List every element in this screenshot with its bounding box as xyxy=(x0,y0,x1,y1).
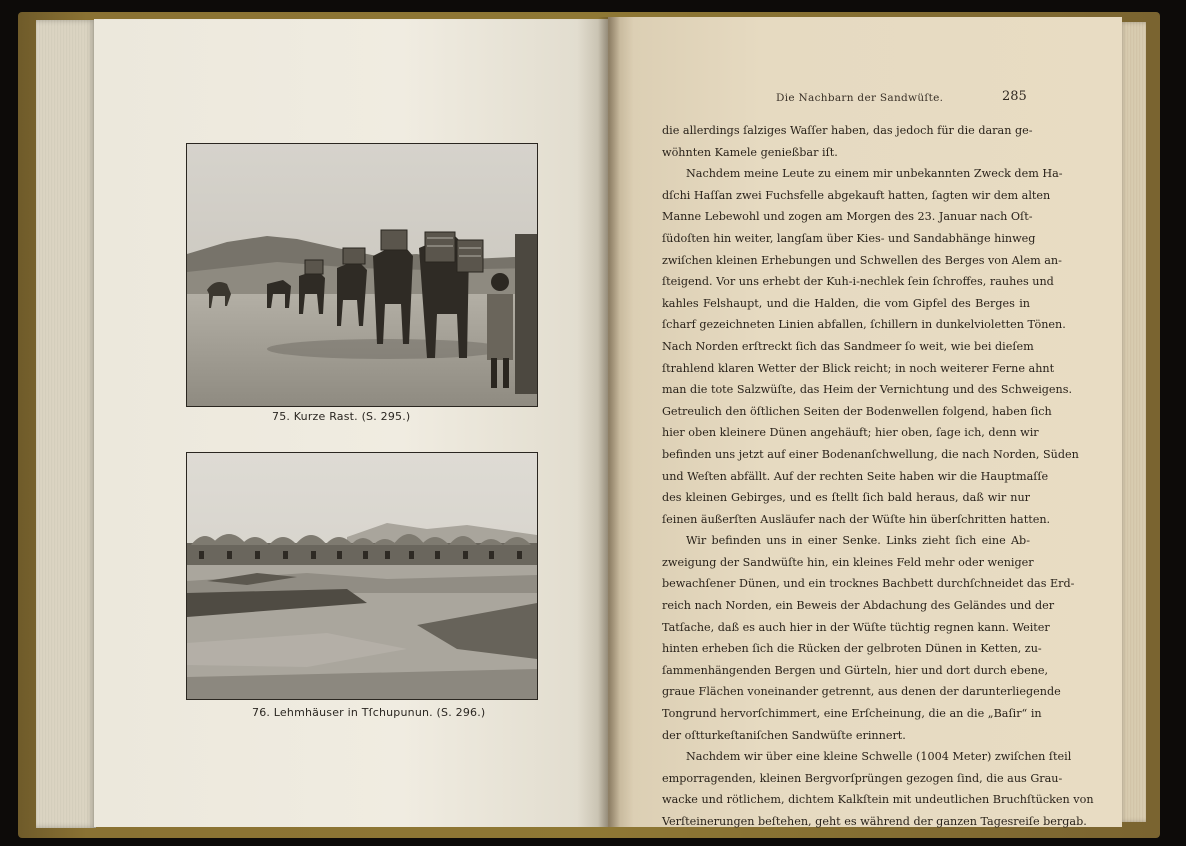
text-line: Tongrund hervorſchimmert, eine Erſcheinung, die an die „Baſir“ in xyxy=(662,707,1042,721)
photo-caravan-rest xyxy=(186,143,538,407)
photo-mud-houses xyxy=(186,452,538,700)
text-line: hinten erheben ſich die Rücken der gelbroten Dünen in Ketten, zu- xyxy=(662,642,1042,656)
page-edges-left xyxy=(36,20,96,828)
text-line: zweigung der Sandwüſte hin, ein kleines Feld mehr oder weniger xyxy=(662,555,1034,569)
text-line: wacke und rötlichem, dichtem Kalkſtein mit undeutlichen Bruchſtücken von xyxy=(662,793,1094,807)
text-line: man die tote Salzwüſte, das Heim der Vernichtung und des Schweigens. xyxy=(662,383,1073,397)
book-gutter xyxy=(598,17,620,827)
text-line: hier oben kleinere Dünen angehäuft; hier oben, ſage ich, denn wir xyxy=(662,426,1039,440)
text-line: bewachſener Dünen, und ein trocknes Bachbett durchſchneidet das Erd- xyxy=(662,577,1075,591)
text-line: zwiſchen kleinen Erhebungen und Schwellen des Berges von Alem an- xyxy=(662,253,1062,267)
text-line: Verſteinerungen beſtehen, geht es während der ganzen Tagesreiſe bergab. xyxy=(662,815,1087,828)
text-line: und Weſten abfällt. Auf der rechten Seite haben wir die Hauptmaſſe xyxy=(662,469,1049,483)
text-line: dſchi Haſſan zwei Fuchsfelle abgekauft hatten, ſagten wir dem alten xyxy=(662,188,1051,202)
text-line: ſteigend. Vor uns erhebt der Kuh-i-nechlek ſein ſchroffes, rauhes und xyxy=(662,275,1054,289)
text-line: graue Flächen voneinander getrennt, aus denen der darunterliegende xyxy=(662,685,1061,699)
text-line: befinden uns jetzt auf einer Bodenanſchwellung, die nach Norden, Süden xyxy=(662,447,1079,461)
text-line: ſeinen äußerſten Ausläufer nach der Wüſte hin überſchritten hatten. xyxy=(662,512,1051,526)
page-number: 285 xyxy=(1002,89,1027,104)
text-line: der oſtturkeſtaniſchen Sandwüſte erinnert. xyxy=(662,728,906,742)
text-line: ſüdoſten hin weiter, langſam über Kies- und Sandabhänge hinweg xyxy=(662,231,1036,245)
text-line: ſcharf gezeichneten Linien abfallen, ſchillern in dunkelvioletten Tönen. xyxy=(662,318,1066,332)
text-line: kahles Felshaupt, und die Halden, die vom Gipfel des Berges in xyxy=(662,296,1030,310)
figure-caption: 75. Kurze Rast. (S. 295.) xyxy=(272,410,411,423)
text-line: emporragenden, kleinen Bergvorſprüngen gezogen ſind, die aus Grau- xyxy=(662,771,1063,785)
text-line: ſammenhängenden Bergen und Gürteln, hier und dort durch ebene, xyxy=(662,663,1049,677)
text-line: Wir befinden uns in einer Senke. Links zieht ſich eine Ab- xyxy=(686,534,1030,548)
text-line: Tatſache, daß es auch hier in der Wüſte tüchtig regnen kann. Weiter xyxy=(662,620,1050,634)
text-line: Nachdem meine Leute zu einem mir unbekannten Zweck dem Ha- xyxy=(686,167,1063,181)
page-edges-right xyxy=(1118,22,1146,822)
text-line: Nachdem wir über eine kleine Schwelle (1004 Meter) zwiſchen ſteil xyxy=(686,750,1072,764)
running-head: Die Nachbarn der Sandwüſte. xyxy=(776,92,944,104)
text-line: Manne Lebewohl und zogen am Morgen des 23. Januar nach Oſt- xyxy=(662,210,1033,224)
figure-caption: 76. Lehmhäuser in Tſchupunun. (S. 296.) xyxy=(252,706,486,719)
body-text xyxy=(662,120,1094,833)
text-line: Nach Norden erſtreckt ſich das Sandmeer ſo weit, wie bei dieſem xyxy=(662,339,1034,353)
text-line: reich nach Norden, ein Beweis der Abdachung des Geländes und der xyxy=(662,599,1055,613)
text-line: die allerdings ſalziges Waſſer haben, das jedoch für die daran ge- xyxy=(662,124,1033,137)
text-line: Getreulich den öſtlichen Seiten der Bodenwellen folgend, haben ſich xyxy=(662,404,1052,418)
text-line: des kleinen Gebirges, und es ſtellt ſich bald heraus, daß wir nur xyxy=(662,491,1030,505)
text-line: ſtrahlend klaren Wetter der Blick reicht; in noch weiterer Ferne ahnt xyxy=(662,361,1055,375)
text-line: wöhnten Kamele genießbar iſt. xyxy=(662,145,838,159)
